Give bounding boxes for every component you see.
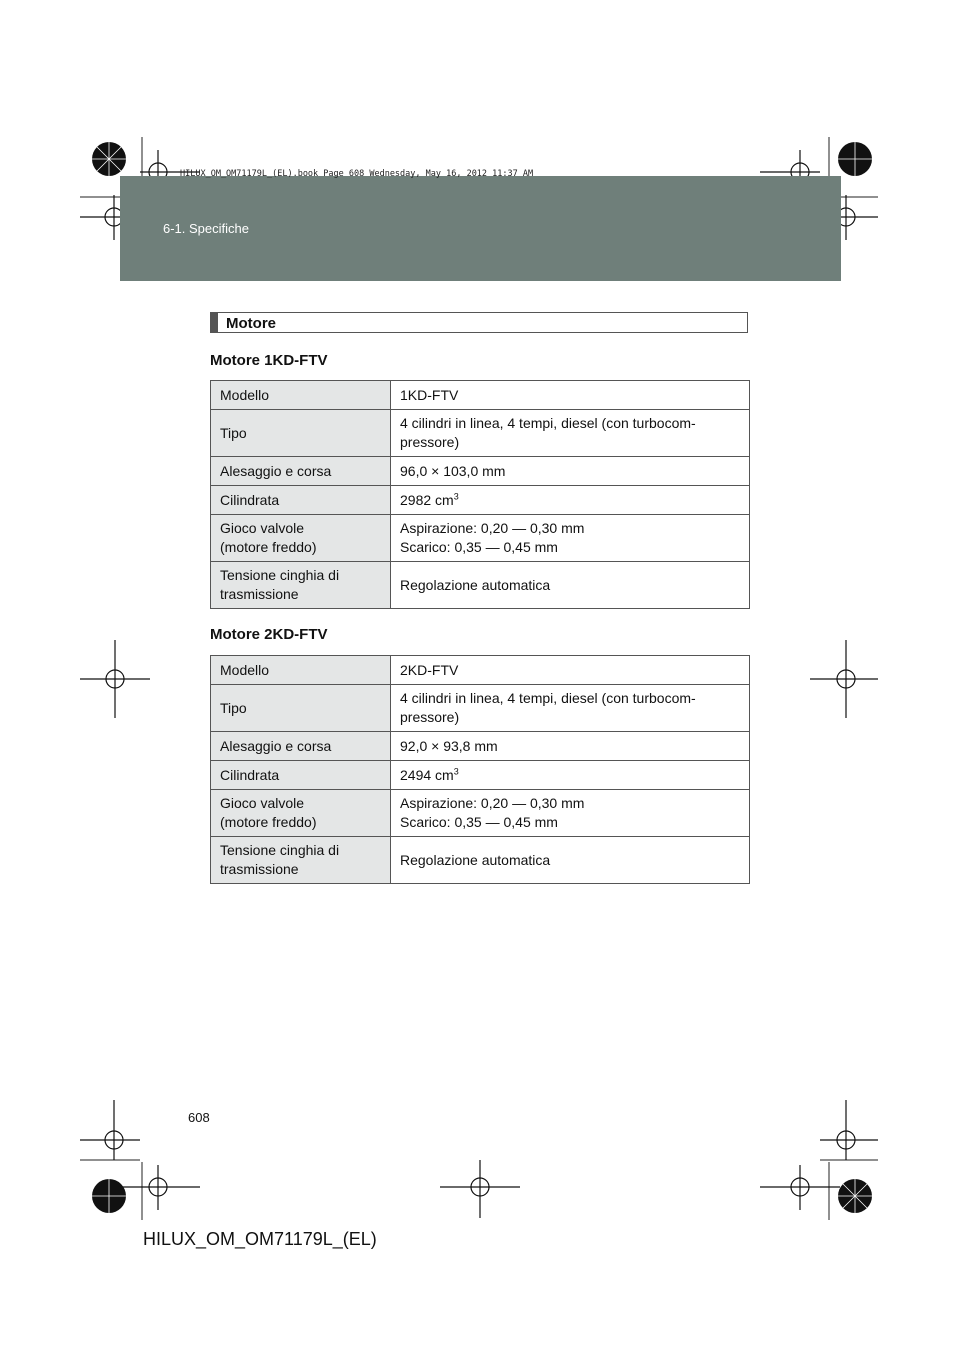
spec-table-1kd	[210, 380, 750, 609]
spec-key-line: Gioco valvole	[220, 795, 305, 811]
spec-key-line: trasmissione	[220, 586, 299, 602]
spec-key: Cilindrata	[211, 761, 391, 790]
spec-key: Modello	[211, 381, 391, 410]
table-row	[211, 837, 750, 884]
table-row	[211, 790, 750, 837]
spec-key: Alesaggio e corsa	[211, 732, 391, 761]
spec-key	[211, 562, 391, 609]
spec-value: 92,0 × 93,8 mm	[391, 732, 750, 761]
spec-value: 2KD-FTV	[391, 656, 750, 685]
section-title-text: Motore	[226, 315, 276, 332]
table-row	[211, 685, 750, 732]
spec-key: Tipo	[211, 410, 391, 457]
section-title	[210, 312, 748, 333]
spec-value-line: Scarico: 0,35 — 0,45 mm	[400, 814, 558, 830]
spec-value-line: 4 cilindri in linea, 4 tempi, diesel (con turbocom-	[400, 690, 696, 706]
spec-key: Modello	[211, 656, 391, 685]
spec-value-line: 4 cilindri in linea, 4 tempi, diesel (con turbocom-	[400, 415, 696, 431]
spec-value	[391, 761, 750, 790]
spec-value	[391, 486, 750, 515]
table-row	[211, 761, 750, 790]
spec-value-line: pressore)	[400, 434, 460, 450]
engine-heading-2kd: Motore 2KD-FTV	[210, 626, 328, 643]
table-row	[211, 515, 750, 562]
spec-key	[211, 837, 391, 884]
table-row	[211, 656, 750, 685]
engine-heading-1kd: Motore 1KD-FTV	[210, 352, 328, 369]
spec-value	[391, 790, 750, 837]
page-number: 608	[188, 1110, 210, 1125]
spec-value-line: Aspirazione: 0,20 — 0,30 mm	[400, 795, 585, 811]
superscript: 3	[453, 490, 459, 501]
spec-key-line: Tensione cinghia di	[220, 567, 340, 583]
table-row	[211, 486, 750, 515]
spec-value	[391, 515, 750, 562]
spec-key: Tipo	[211, 685, 391, 732]
spec-key: Alesaggio e corsa	[211, 457, 391, 486]
table-row	[211, 732, 750, 761]
spec-value	[391, 410, 750, 457]
spec-value: 96,0 × 103,0 mm	[391, 457, 750, 486]
document-code: HILUX_OM_OM71179L_(EL)	[143, 1229, 377, 1249]
spec-table-2kd	[210, 655, 750, 884]
spec-key-line: trasmissione	[220, 861, 299, 877]
spec-value-text: 2494 cm	[400, 766, 454, 783]
table-row	[211, 410, 750, 457]
section-label: 6-1. Specifiche	[163, 221, 249, 236]
table-row	[211, 562, 750, 609]
spec-value-line: pressore)	[400, 709, 460, 725]
spec-key	[211, 790, 391, 837]
book-file-line: HILUX_OM_OM71179L_(EL).book Page 608 Wednesday, May 16, 2012 11:37 AM	[180, 169, 534, 179]
table-row	[211, 457, 750, 486]
spec-value: Regolazione automatica	[391, 837, 750, 884]
superscript: 3	[453, 765, 459, 776]
spec-value-line: Scarico: 0,35 — 0,45 mm	[400, 539, 558, 555]
table-row	[211, 381, 750, 410]
spec-key-line: Gioco valvole	[220, 520, 305, 536]
section-title-bar	[211, 313, 218, 332]
spec-key: Cilindrata	[211, 486, 391, 515]
spec-value: Regolazione automatica	[391, 562, 750, 609]
spec-key-line: (motore freddo)	[220, 814, 317, 830]
spec-key-line: Tensione cinghia di	[220, 842, 340, 858]
spec-key-line: (motore freddo)	[220, 539, 317, 555]
spec-value-line: Aspirazione: 0,20 — 0,30 mm	[400, 520, 585, 536]
spec-value-text: 2982 cm	[400, 491, 454, 508]
spec-value	[391, 685, 750, 732]
spec-key	[211, 515, 391, 562]
spec-value: 1KD-FTV	[391, 381, 750, 410]
